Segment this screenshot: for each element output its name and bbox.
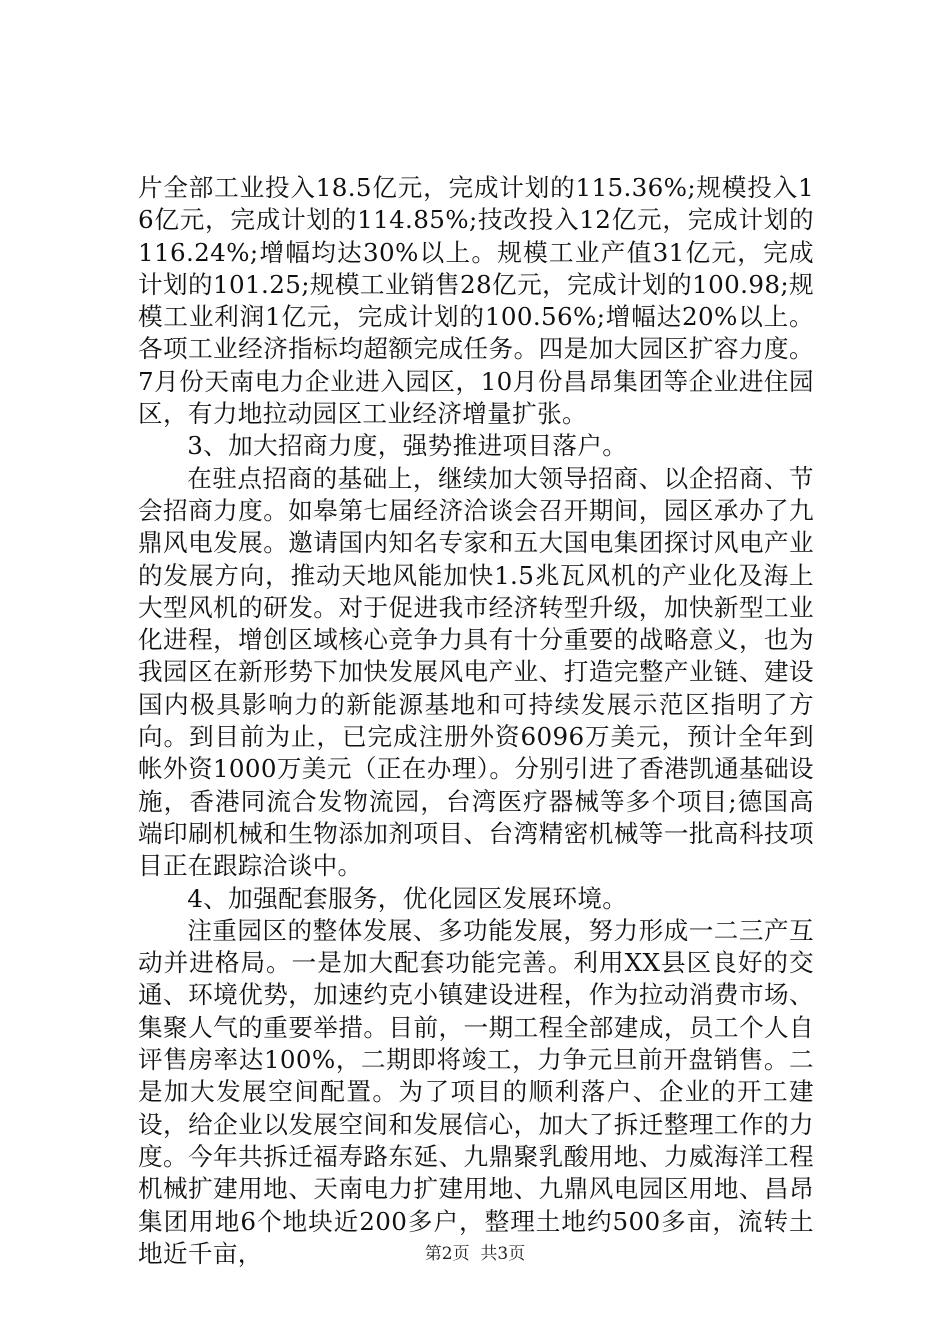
paragraph-section-4-body: 注重园区的整体发展、多功能发展，努力形成一二三产互动并进格局。一是加大配套功能完善。利用XX县区良好的交通、环境优势，加速约克小镇建设进程，作为拉动消费市场、集聚人气的重要举措。目前，一期工程全部建成，员工个人自评售房率达100%，二期即将竣工，力争元旦前开盘销售。二是加大发展空间配置。为了项目的顺利落户、企业的开工建设，给企业以发展空间和发展信心，加大了拆迁整理工作的力度。今年共拆迁福寿路东延、九鼎聚乳酸用地、力威海洋工程机械扩建用地、天南电力扩建用地、九鼎风电园区用地、昌昂集团用地6个地块近200多户，整理土地约500多亩，流转土地近千亩， bbox=[138, 915, 814, 1268]
document-body bbox=[138, 172, 814, 1270]
page-total: 共3页 bbox=[480, 1244, 526, 1264]
page-number: 第2页 bbox=[424, 1244, 470, 1264]
paragraph-continued-text: 片全部工业投入18.5亿元，完成计划的115.36%;规模投入16亿元，完成计划的114.85%;技改投入12亿元，完成计划的116.24%;增幅均达30%以上。规模工业产值31亿元，完成计划的101.25;规模工业销售28亿元，完成计划的100.98;规模工业利润1亿元，完成计划的100.56%;增幅达20%以上。各项工业经济指标均超额完成任务。四是加大园区扩容力度。7月份天南电力企业进入园区，10月份昌昂集团等企业进住园区，有力地拉动园区工业经济增量扩张。 bbox=[138, 173, 814, 429]
section-4-heading: 4、加强配套服务，优化园区发展环境。 bbox=[187, 883, 628, 913]
section-3-heading: 3、加大招商力度，强势推进项目落户。 bbox=[187, 431, 628, 461]
paragraph-section-3-body: 在驻点招商的基础上，继续加大领导招商、以企招商、节会招商力度。如皋第七届经济洽谈会召开期间，园区承办了九鼎风电发展。邀请国内知名专家和五大国电集团探讨风电产业的发展方向，推动天地风能加快1.5兆瓦风机的产业化及海上大型风机的研发。对于促进我市经济转型升级，加快新型工业化进程，增创区域核心竞争力具有十分重要的战略意义，也为我园区在新形势下加快发展风电产业、打造完整产业链、建设国内极具影响力的新能源基地和可持续发展示范区指明了方向。到目前为止，已完成注册外资6096万美元，预计全年到帐外资1000万美元（正在办理）。分别引进了香港凯通基础设施，香港同流合发物流园，台湾医疗器械等多个项目;德国高端印刷机械和生物添加剂项目、台湾精密机械等一批高科技项目正在跟踪洽谈中。 bbox=[138, 463, 814, 881]
page-footer bbox=[0, 1243, 950, 1265]
